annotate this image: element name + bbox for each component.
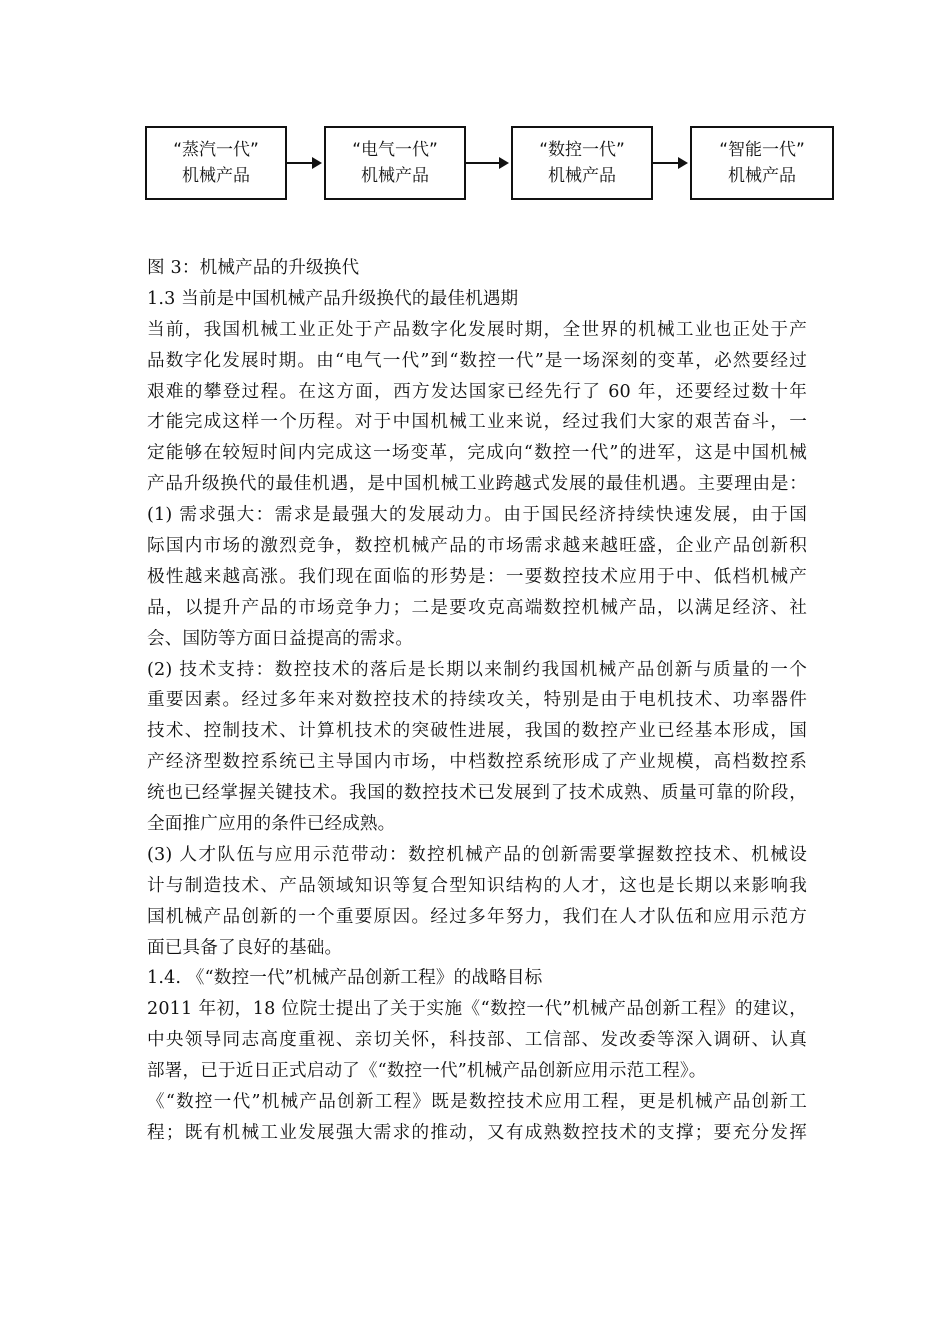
flow-box-electric bbox=[324, 126, 466, 200]
text-line: (3) 人才队伍与应用示范带动：数控机械产品的创新需要掌握数控技术、机械设 bbox=[147, 844, 807, 865]
text-line: 全面推广应用的条件已经成熟。 bbox=[147, 814, 396, 835]
flow-box-title: “数控一代” bbox=[539, 140, 625, 160]
flow-box-smart bbox=[690, 126, 834, 200]
flow-box-title: “智能一代” bbox=[719, 140, 805, 160]
flow-box-steam bbox=[145, 126, 287, 200]
text-line: 《“数控一代”机械产品创新工程》既是数控技术应用工程，更是机械产品创新工 bbox=[147, 1092, 807, 1113]
flow-box-subtitle: 机械产品 bbox=[182, 166, 250, 186]
flow-arrow-icon bbox=[466, 162, 507, 164]
upgrade-flow-diagram bbox=[0, 0, 950, 230]
text-line: 部署，已于近日正式启动了《“数控一代”机械产品创新应用示范工程》。 bbox=[147, 1061, 707, 1082]
figure-caption: 图 3：机械产品的升级换代 bbox=[147, 258, 360, 278]
text-line: 际国内市场的激烈竞争，数控机械产品的市场需求越来越旺盛，企业产品创新积 bbox=[147, 536, 807, 557]
text-line: 品，以提升产品的市场竞争力；二是要攻克高端数控机械产品，以满足经济、社 bbox=[147, 597, 807, 618]
text-line: 会、国防等方面日益提高的需求。 bbox=[147, 628, 414, 649]
text-line: 艰难的攀登过程。在这方面，西方发达国家已经先行了 60 年，还要经过数十年 bbox=[147, 381, 807, 402]
text-line: 重要因素。经过多年来对数控技术的持续攻关，特别是由于电机技术、功率器件 bbox=[147, 690, 807, 711]
section-heading: 1.3 当前是中国机械产品升级换代的最佳机遇期 bbox=[147, 288, 519, 309]
body-text bbox=[147, 253, 807, 1149]
text-line: 面已具备了良好的基础。 bbox=[147, 937, 343, 958]
text-line: 统也已经掌握关键技术。我国的数控技术已发展到了技术成熟、质量可靠的阶段， bbox=[147, 783, 807, 804]
flow-arrow-icon bbox=[653, 162, 686, 164]
text-line: 技术、控制技术、计算机技术的突破性进展，我国的数控产业已经基本形成，国 bbox=[147, 721, 807, 742]
flow-box-subtitle: 机械产品 bbox=[728, 166, 796, 186]
text-line: 中央领导同志高度重视、亲切关怀，科技部、工信部、发改委等深入调研、认真 bbox=[147, 1030, 807, 1051]
text-line: (1) 需求强大：需求是最强大的发展动力。由于国民经济持续快速发展，由于国 bbox=[147, 505, 807, 526]
flow-box-title: “蒸汽一代” bbox=[173, 140, 259, 160]
text-line: 定能够在较短时间内完成这一场变革，完成向“数控一代”的进军，这是中国机械 bbox=[147, 443, 807, 464]
text-line: 才能完成这样一个历程。对于中国机械工业来说，经过我们大家的艰苦奋斗，一 bbox=[147, 412, 807, 433]
flow-box-subtitle: 机械产品 bbox=[548, 166, 616, 186]
text-line: 极性越来越高涨。我们现在面临的形势是：一要数控技术应用于中、低档机械产 bbox=[147, 566, 807, 587]
flow-arrow-icon bbox=[287, 162, 320, 164]
text-line: 产经济型数控系统已主导国内市场，中档数控系统形成了产业规模，高档数控系 bbox=[147, 752, 807, 773]
text-line: 当前，我国机械工业正处于产品数字化发展时期，全世界的机械工业也正处于产 bbox=[147, 319, 807, 340]
text-line: 国机械产品创新的一个重要原因。经过多年努力，我们在人才队伍和应用示范方 bbox=[147, 906, 807, 927]
flow-box-nc bbox=[511, 126, 653, 200]
flow-box-subtitle: 机械产品 bbox=[361, 166, 429, 186]
section-heading: 1.4. 《“数控一代”机械产品创新工程》的战略目标 bbox=[147, 968, 543, 989]
text-line: 品数字化发展时期。由“电气一代”到“数控一代”是一场深刻的变革，必然要经过 bbox=[147, 350, 807, 371]
text-line: (2) 技术支持：数控技术的落后是长期以来制约我国机械产品创新与质量的一个 bbox=[147, 659, 807, 680]
text-line: 2011 年初，18 位院士提出了关于实施《“数控一代”机械产品创新工程》的建议， bbox=[147, 999, 807, 1020]
flow-box-title: “电气一代” bbox=[352, 140, 438, 160]
text-line: 程；既有机械工业发展强大需求的推动，又有成熟数控技术的支撑；要充分发挥 bbox=[147, 1122, 807, 1143]
text-line: 产品升级换代的最佳机遇，是中国机械工业跨越式发展的最佳机遇。主要理由是： bbox=[147, 474, 807, 495]
text-line: 计与制造技术、产品领域知识等复合型知识结构的人才，这也是长期以来影响我 bbox=[147, 875, 807, 896]
